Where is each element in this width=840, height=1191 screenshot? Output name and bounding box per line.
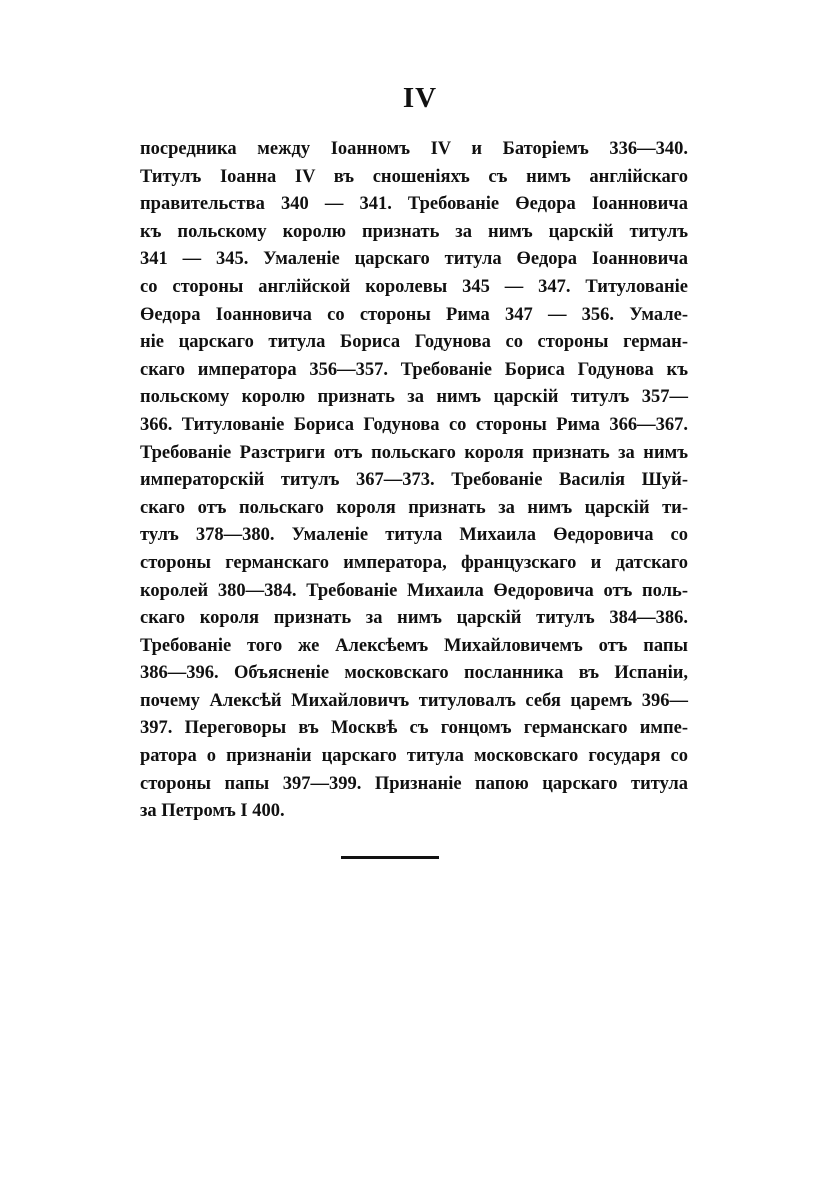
body-text: [140, 136, 688, 826]
text-line: ніе царскаго титула Бориса Годунова со стороны герман-: [140, 332, 688, 353]
text-line: императорскій титулъ 367—373. Требованіе Василія Шуй-: [140, 470, 688, 491]
text-line: польскому королю признать за нимъ царскій титулъ 357—: [140, 387, 688, 408]
text-line: скаго короля признать за нимъ царскій титулъ 384—386.: [140, 608, 688, 629]
text-line: правительства 340 — 341. Требованіе Өедора Іоанновича: [140, 194, 688, 215]
text-line-last: за Петромъ I 400.: [140, 801, 285, 822]
text-line: 366. Титулованіе Бориса Годунова со стороны Рима 366—367.: [140, 414, 688, 435]
text-line: Требованіе того же Алексѣемъ Михайловичемъ отъ папы: [140, 635, 688, 656]
text-line: 386—396. Объясненіе московскаго посланника въ Испаніи,: [140, 663, 688, 684]
text-line: 341 — 345. Умаленіе царскаго титула Өедора Іоанновича: [140, 249, 688, 270]
text-line: посредника между Іоанномъ IV и Баторіемъ 336—340.: [140, 139, 688, 159]
text-line: ратора о признаніи царскаго титула московскаго государя со: [140, 746, 688, 767]
text-line: Требованіе Разстриги отъ польскаго короля признать за нимъ: [140, 442, 688, 463]
text-line: со стороны англійской королевы 345 — 347. Титулованіе: [140, 276, 688, 297]
text-line: Өедора Іоанновича со стороны Рима 347 — 356. Умале-: [140, 304, 688, 325]
text-line: стороны папы 397—399. Признаніе папою царскаго титула: [140, 773, 688, 794]
text-line: 397. Переговоры въ Москвѣ съ гонцомъ германскаго импе-: [140, 718, 688, 739]
text-line: скаго императора 356—357. Требованіе Бориса Годунова къ: [140, 359, 688, 380]
text-line: тулъ 378—380. Умаленіе титула Михаила Өедоровича со: [140, 525, 688, 546]
text-line: почему Алексѣй Михайловичъ титуловалъ себя царемъ 396—: [140, 690, 688, 711]
page-number: IV: [402, 82, 438, 114]
text-line: Титулъ Іоанна IV въ сношеніяхъ съ нимъ англійскаго: [140, 166, 688, 187]
text-line: стороны германскаго императора, французскаго и датскаго: [140, 552, 688, 573]
section-divider: [341, 856, 439, 859]
text-line: къ польскому королю признать за нимъ царскій титулъ: [140, 221, 688, 242]
text-line: скаго отъ польскаго короля признать за нимъ царскій ти-: [140, 497, 688, 518]
text-line: королей 380—384. Требованіе Михаила Өедоровича отъ поль-: [140, 580, 688, 601]
